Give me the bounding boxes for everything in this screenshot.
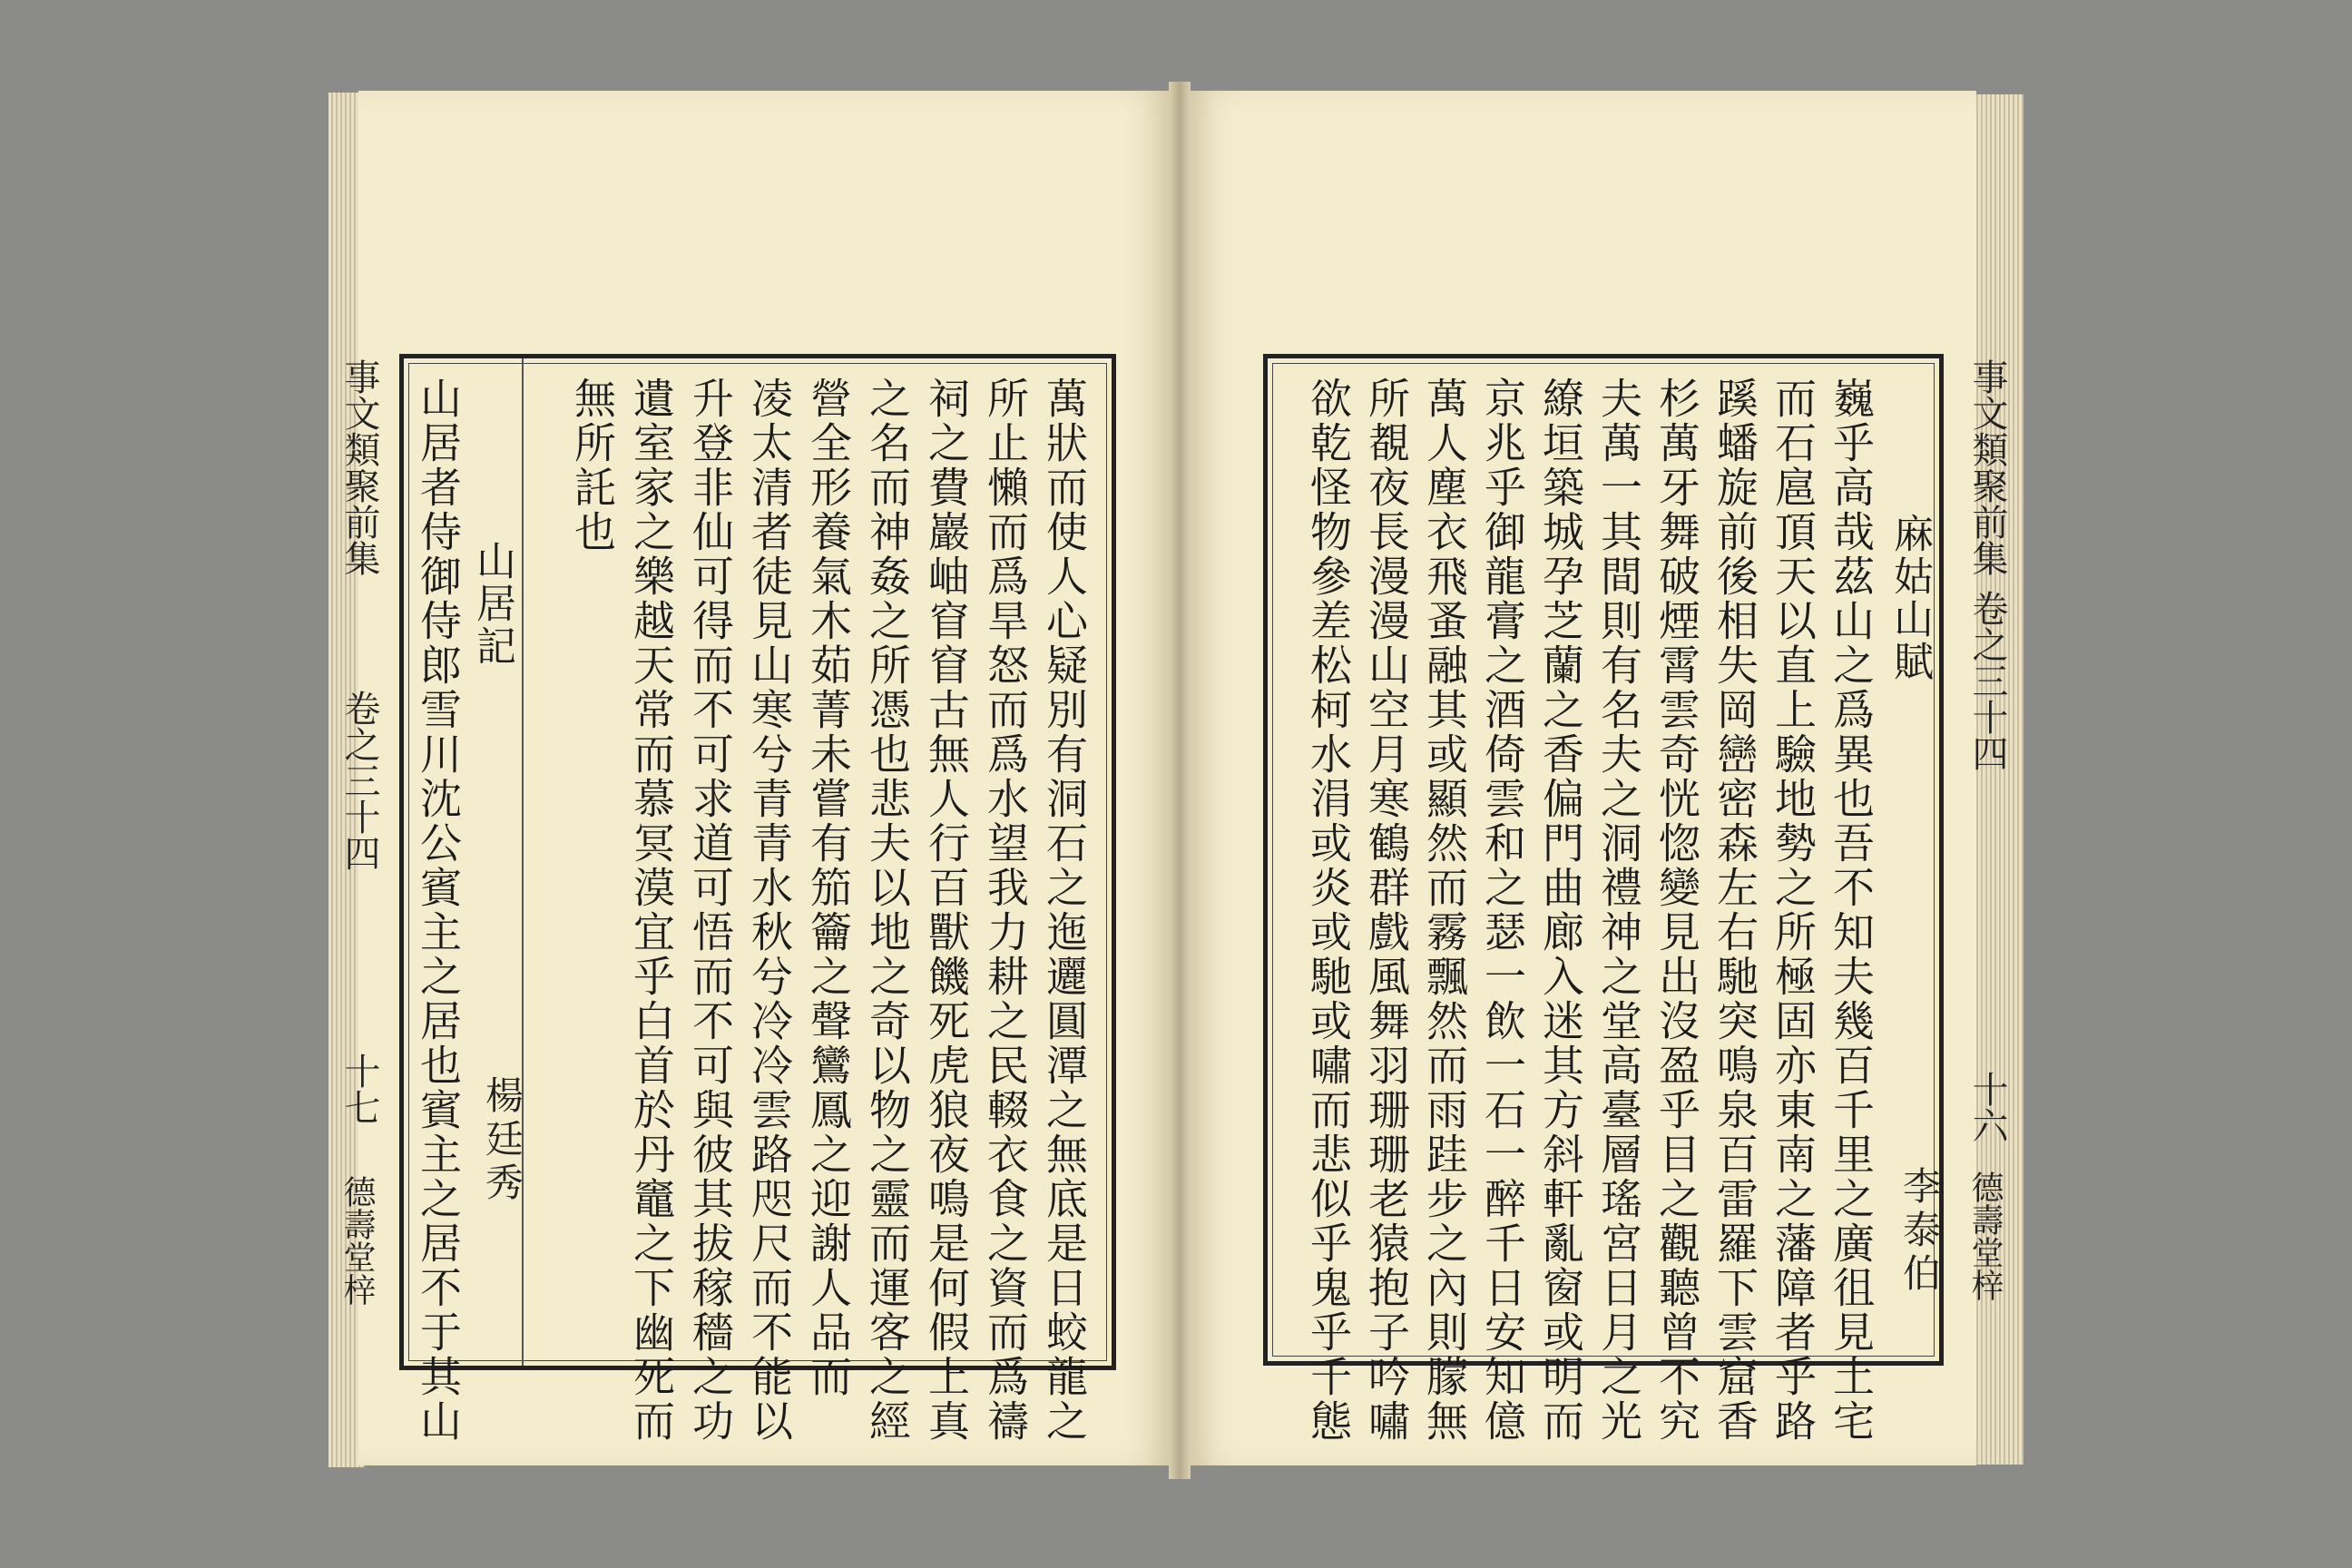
left-col-1: 萬狀而使人心疑別有洞石之迤邐圓潭之無底是日蛟龍之 [1040,377,1089,1444]
left-col-6: 凌太清者徒見山寒兮青青水秋兮冷冷雲路咫尺而不能以 [745,377,794,1444]
right-margin-publisher: 德壽堂梓 [1966,1171,2004,1301]
left-text-frame [399,354,1116,1444]
right-col-1: 巍乎高哉茲山之爲異也吾不知夫幾百千里之廣徂見土宅 [1827,377,1876,1444]
right-col-7: 京兆乎御龍膏之酒倚雲和之瑟一飲一石一醉千日安知億 [1478,377,1527,1444]
right-col-6: 繚垣築城孕芝蘭之香偏門曲廊入迷其方斜軒亂窗或明而 [1536,377,1585,1444]
right-title: 麻姑山賦 [1886,513,1933,683]
left-margin-volume: 卷之三十四 [338,690,380,871]
right-col-4: 杉萬牙舞破煙霄雲奇恍惚變見出沒盈乎目之觀聽曾不究 [1652,377,1701,1444]
left-col-4: 之名而神姦之所憑也悲夫以地之奇以物之靈而運客之經 [863,377,912,1444]
right-margin-volume: 卷之三十四 [1966,590,2008,771]
right-col-5: 夫萬一其間則有名夫之洞禮神之堂高臺層瑤宮日月之光 [1594,377,1643,1444]
left-column-divider [522,358,524,1366]
right-col-10: 欲乾怪物參差松柯水涓或炎或馳或嘯而悲似乎鬼乎千態 [1304,377,1353,1444]
right-col-2: 而石扈頂天以直上驗地勢之所極固亦東南之藩障者乎路 [1769,377,1818,1444]
right-margin-header: 事文類聚前集 [1966,358,2008,576]
left-col-5: 營全形養氣木茹菁未嘗有笳籥之聲鸞鳳之迎謝人品而 [804,377,853,1399]
left-col-2: 所止懶而爲旱怒而爲水望我力耕之民輟衣食之資而爲禱 [981,377,1030,1444]
left-col-8: 遺室家之樂越天常而慕冥漠宜乎白首於丹竈之下幽死而 [627,377,676,1444]
left-margin-folio: 十七 [338,1053,380,1125]
right-author: 李泰伯 [1897,1166,1942,1297]
book-gutter [1169,82,1191,1479]
right-col-3: 蹊蟠旋前後相失岡巒密森左右馳突鳴泉百雷羅下雲窟香 [1710,377,1759,1444]
left-next-author: 楊廷秀 [480,1075,524,1206]
right-text-frame [1263,354,1944,1444]
left-margin-header: 事文類聚前集 [338,358,380,576]
right-margin-folio: 十六 [1966,1071,2008,1143]
left-col-3: 祠之費巖岫窅窅古無人行百獸饑死虎狼夜鳴是何假上真 [922,377,971,1444]
left-margin-publisher: 德壽堂梓 [338,1175,376,1306]
left-col-9: 無所託也 [568,377,617,554]
right-col-8: 萬人塵衣飛蚤融其或顯然而霧飄然而雨跬步之內則朦無 [1420,377,1469,1444]
left-next-title: 山居記 [469,540,515,668]
left-next-col-1: 山居者侍御侍郎雪川沈公賓主之居也賓主之居不于其山 [414,377,463,1444]
right-col-9: 所覩夜長漫漫山空月寒鶴群戲風舞羽珊珊老猿抱子吟嘯 [1362,377,1411,1444]
left-col-7: 升登非仙可得而不可求道可悟而不可與彼其拔稼穡之功 [686,377,735,1444]
